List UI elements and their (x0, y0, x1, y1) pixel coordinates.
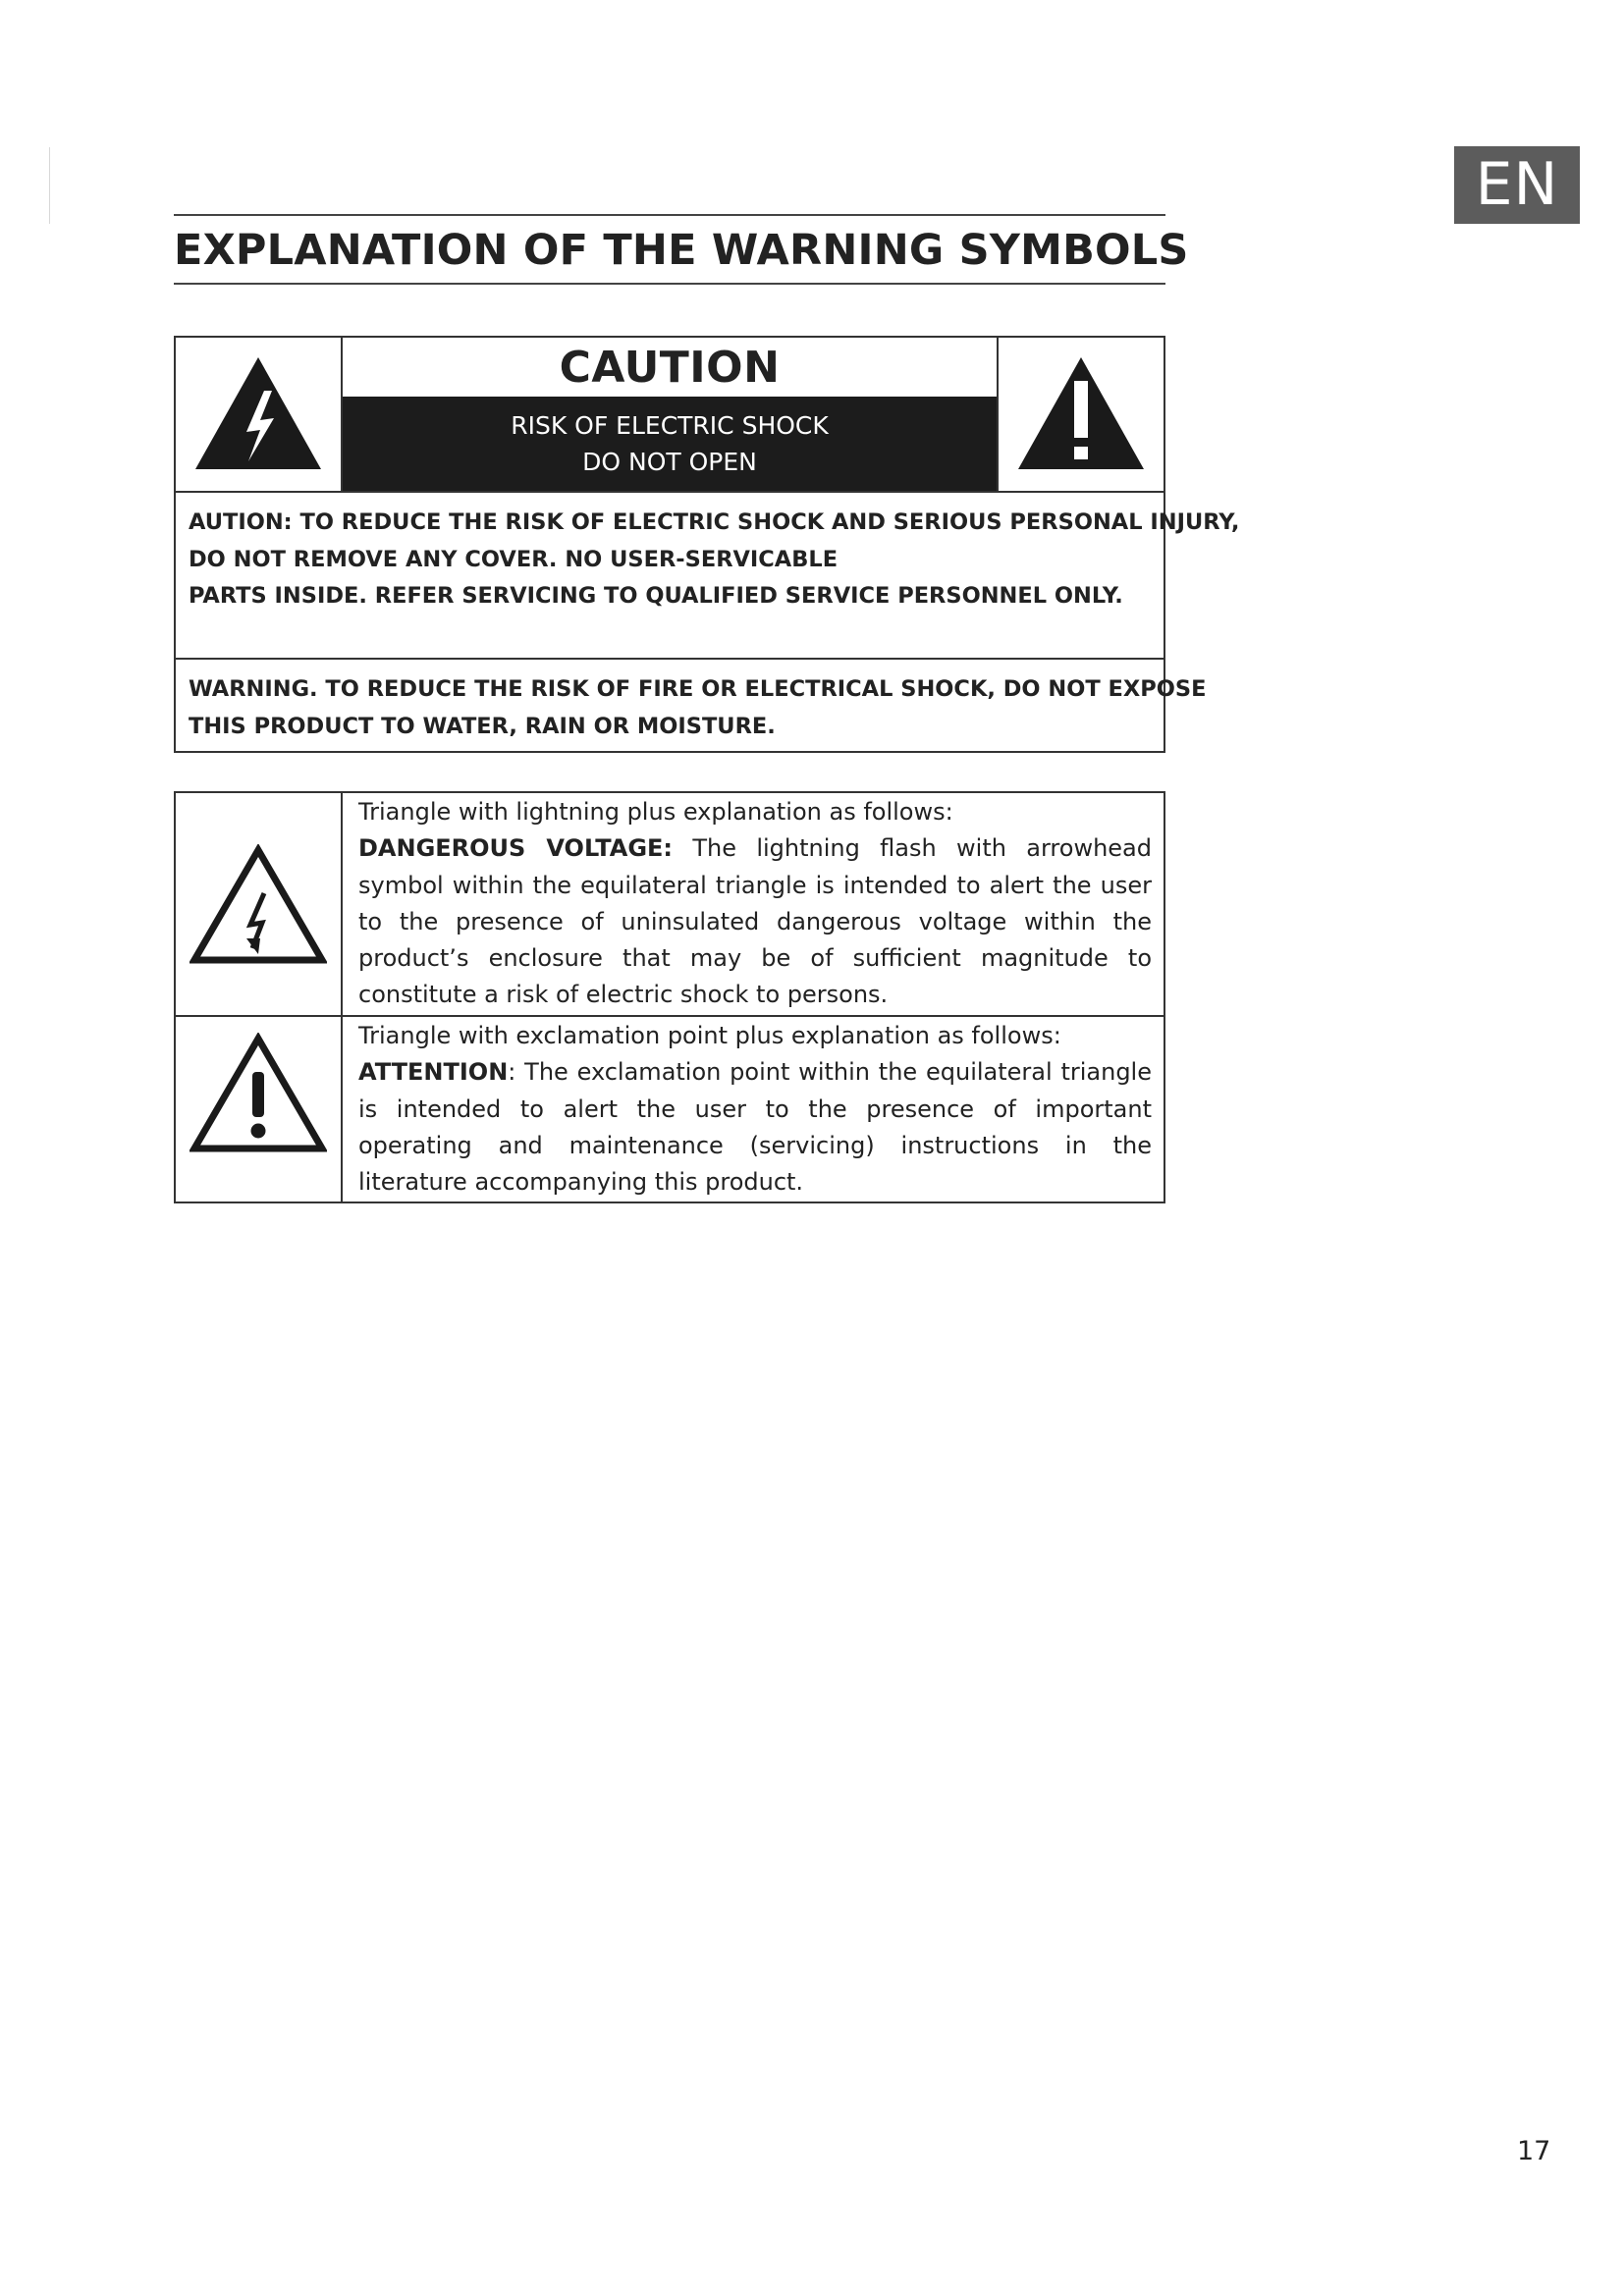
symbol-row-exclamation (176, 1017, 1164, 1201)
warning-notice-line: WARNING. TO REDUCE THE RISK OF FIRE OR ELECTRICAL SHOCK, DO NOT EXPOSE (189, 676, 1207, 702)
caution-label (343, 338, 997, 491)
symbol-lead: Triangle with exclamation point plus explanation as follows: (358, 1022, 1061, 1049)
warning-notice (176, 660, 1207, 751)
warning-notice-line: THIS PRODUCT TO WATER, RAIN OR MOISTURE. (189, 713, 776, 739)
symbol-explanation: The lightning flash with arrowhead symbol within the equilateral triangle is intended to alert the user to the presence of uninsulated dangerous voltage within the product’s enclosure that may be of sufficient magnitude to constitute a risk of electric shock to persons. (358, 834, 1152, 1009)
symbol-icon-cell (176, 1017, 343, 1201)
lightning-triangle-icon (189, 844, 327, 966)
symbol-explanation-table (174, 791, 1165, 1203)
caution-notice (176, 491, 1240, 660)
symbol-term: DANGEROUS VOLTAGE: (358, 834, 674, 863)
page-number: 17 (1517, 2136, 1551, 2166)
caution-label-box (174, 336, 1240, 753)
symbol-row-lightning (176, 793, 1164, 1017)
caution-line-2: DO NOT OPEN (582, 448, 757, 476)
symbol-lead: Triangle with lightning plus explanation as follows: (358, 798, 953, 826)
margin-rule (49, 147, 50, 224)
caution-band (343, 397, 997, 491)
symbol-icon-cell (176, 793, 343, 1015)
caution-icon-cell-left (176, 338, 343, 491)
symbol-term: ATTENTION (358, 1058, 509, 1087)
symbol-description (358, 1018, 1152, 1201)
section-title: EXPLANATION OF THE WARNING SYMBOLS (174, 226, 1189, 275)
lightning-triangle-solid-icon (191, 353, 325, 475)
caution-notice-line: DO NOT REMOVE ANY COVER. NO USER-SERVICABLE (189, 546, 839, 572)
exclamation-triangle-icon (189, 1033, 327, 1154)
symbol-description (358, 794, 1152, 1014)
exclamation-triangle-solid-icon (1014, 353, 1148, 475)
caution-notice-line: PARTS INSIDE. REFER SERVICING TO QUALIFIED SERVICE PERSONNEL ONLY. (189, 583, 1123, 609)
caution-title: CAUTION (559, 343, 781, 393)
section-title-bar (174, 214, 1189, 285)
caution-icon-cell-right (997, 338, 1164, 491)
language-badge: EN (1454, 146, 1580, 224)
symbol-explanation: : The exclamation point within the equilateral triangle is intended to alert the user to the presence of important operating and maintenance (servicing) instructions in the literature accompanying this product. (358, 1058, 1152, 1197)
caution-line-1: RISK OF ELECTRIC SHOCK (511, 411, 829, 440)
caution-notice-line: AUTION: TO REDUCE THE RISK OF ELECTRIC SHOCK AND SERIOUS PERSONAL INJURY, (189, 509, 1240, 535)
